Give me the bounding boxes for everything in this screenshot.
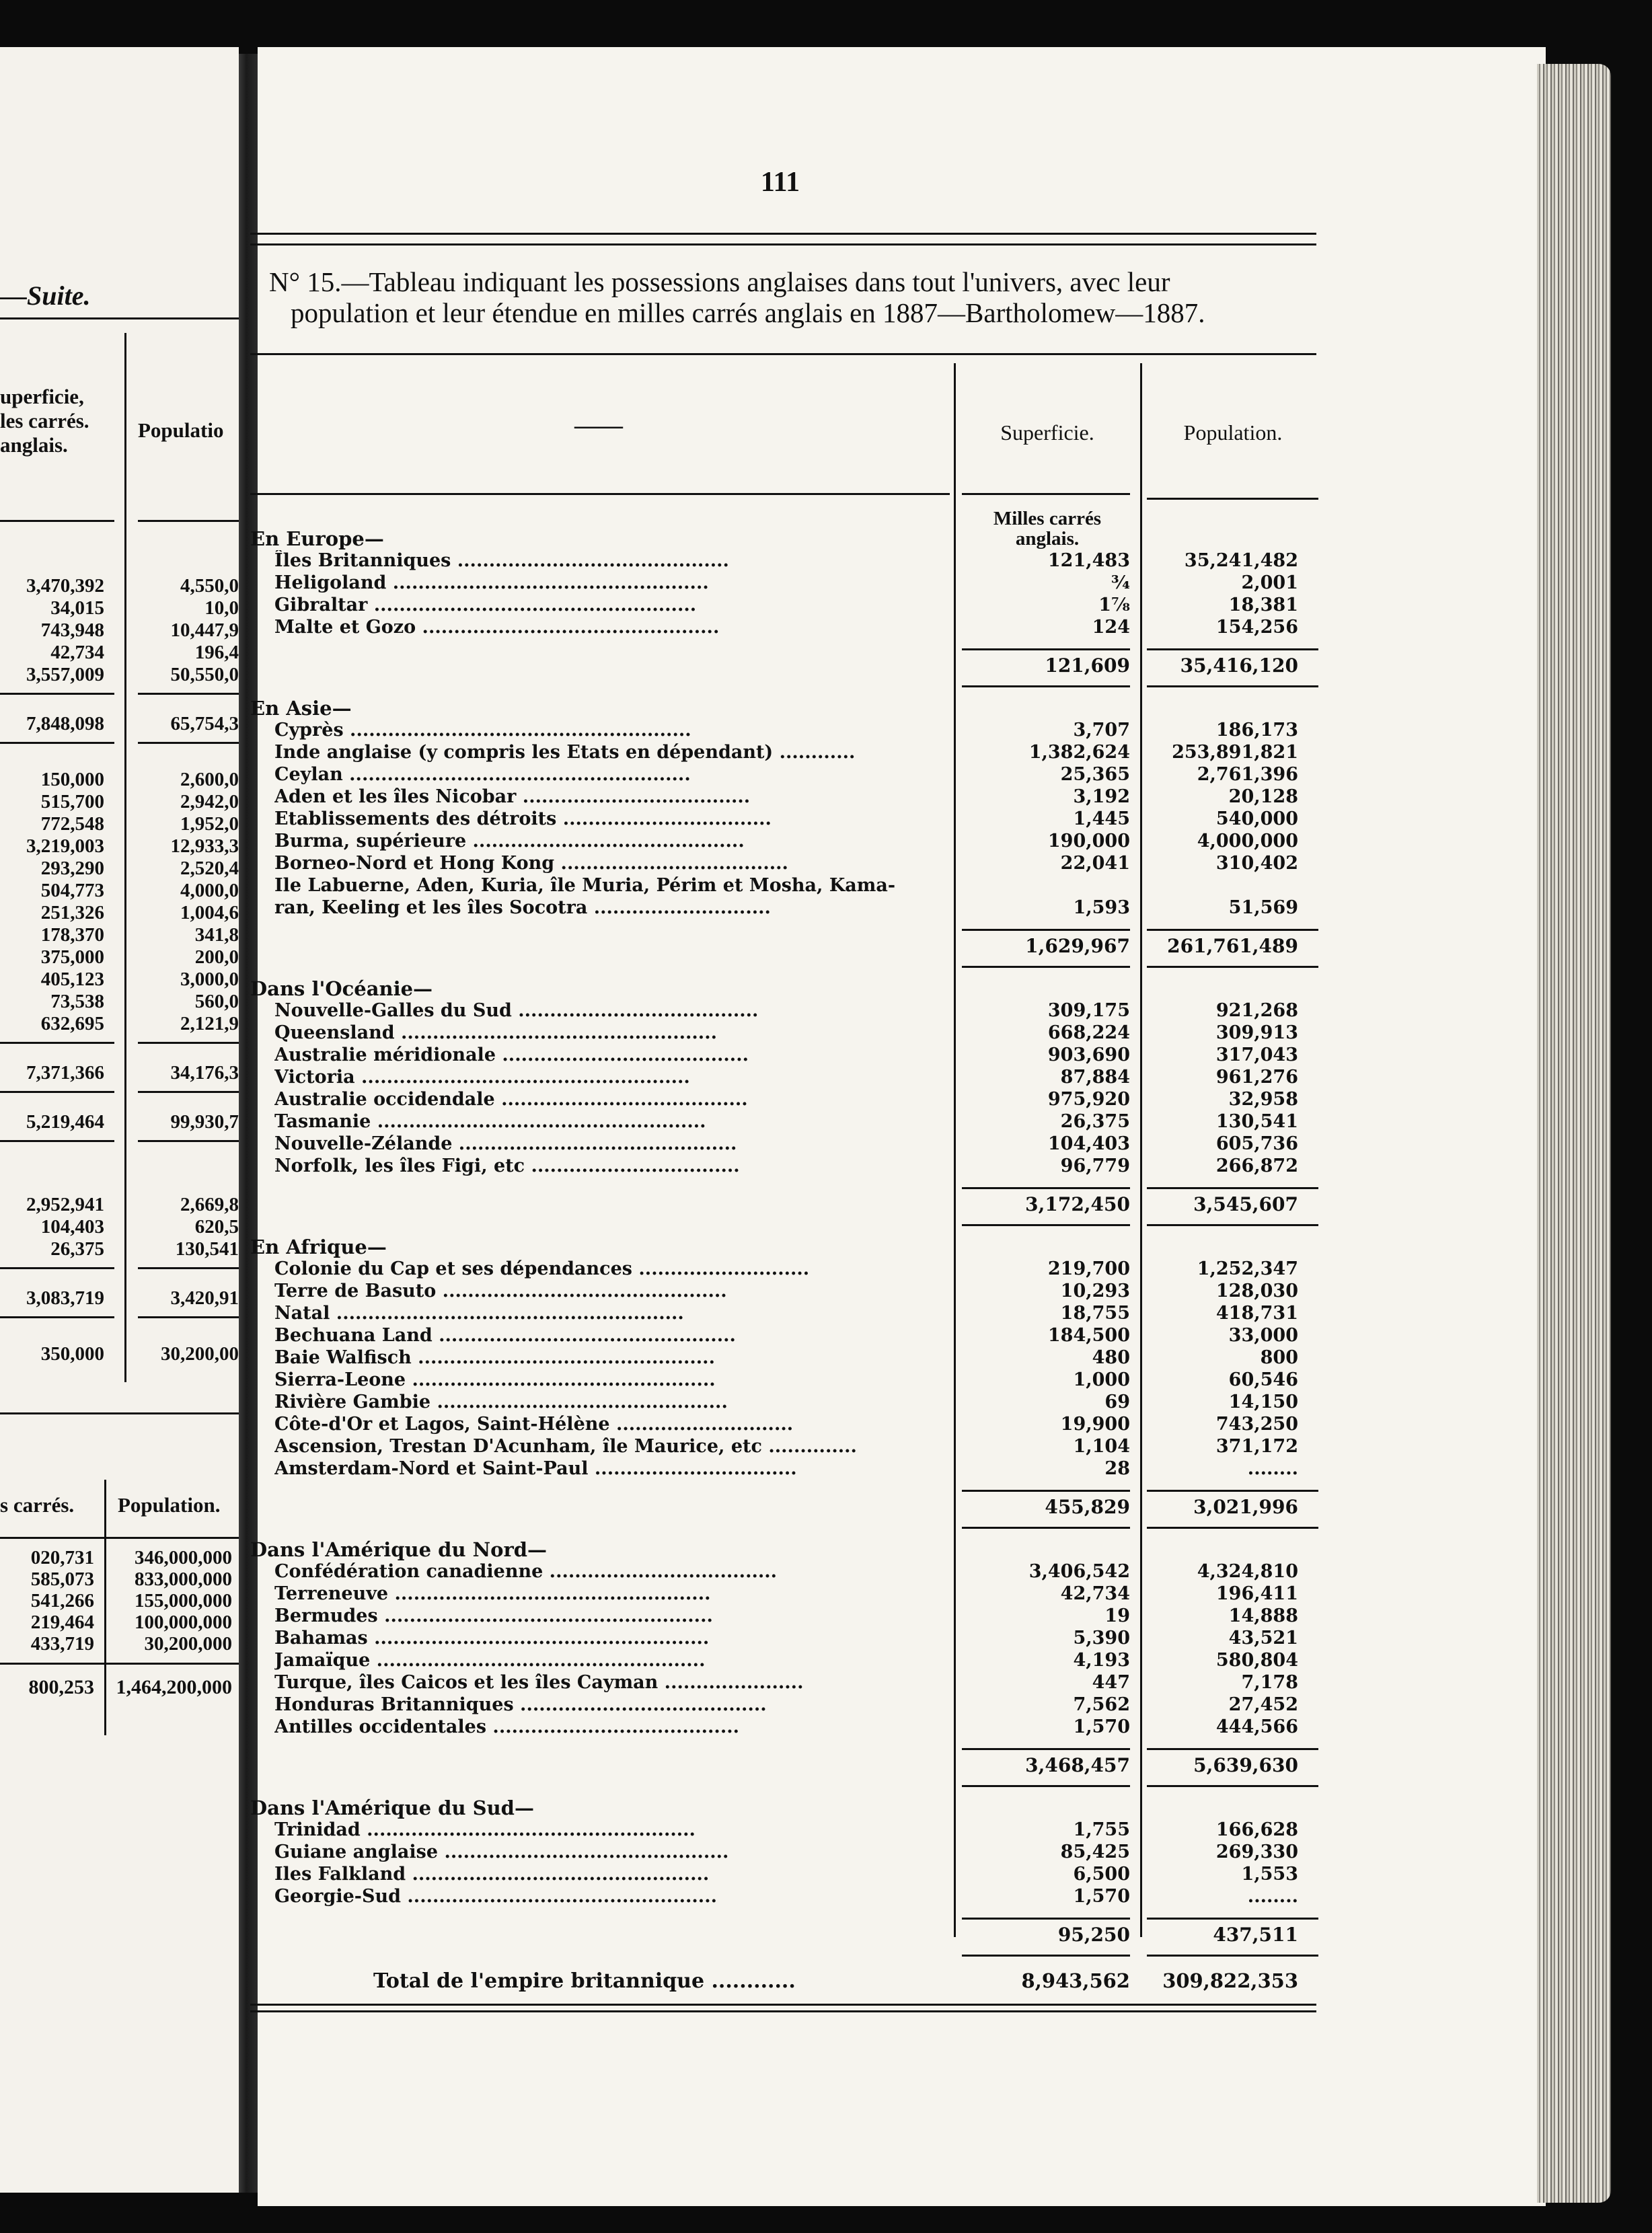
row-label: Côte-d'Or et Lagos, Saint-Hélène ............................ <box>274 1414 794 1435</box>
left-superficie-value: 73,538 <box>50 991 104 1012</box>
table-title: N° 15.—Tableau indiquant les possessions anglaises dans tout l'univers, avec leur <box>269 266 1170 297</box>
header-population: Population. <box>1183 420 1283 445</box>
row-population: 60,546 <box>1228 1369 1298 1390</box>
row-population: 605,736 <box>1215 1133 1298 1154</box>
row-label: Natal ....................................................... <box>274 1303 684 1324</box>
row-label: Rivière Gambie .............................................. <box>274 1392 728 1412</box>
left-population-value: 2,600,0 <box>180 769 239 790</box>
column-rule-superficie <box>954 363 956 1937</box>
row-population: 27,452 <box>1228 1694 1298 1715</box>
row-population: 540,000 <box>1215 808 1298 829</box>
left-header-rule <box>0 317 239 319</box>
row-label: Terre de Basuto ............................................. <box>274 1281 727 1301</box>
left-summary-value: 020,731 <box>30 1547 94 1568</box>
left-column-rule <box>124 333 126 1382</box>
row-population: 14,150 <box>1228 1392 1298 1412</box>
row-label: Nouvelle-Zélande ............................................ <box>274 1133 737 1154</box>
row-label: Bechuana Land ............................................... <box>274 1325 736 1346</box>
subtotal-rule <box>962 685 1130 687</box>
subtotal-superficie: 3,468,457 <box>1025 1754 1130 1776</box>
row-population: 310,402 <box>1215 853 1298 874</box>
row-label: Îles Britanniques ........................................... <box>274 550 729 571</box>
row-superficie: 309,175 <box>1047 1000 1130 1021</box>
unit-label: anglais. <box>1015 528 1080 550</box>
subtotal-rule <box>1147 929 1318 931</box>
row-superficie: 668,224 <box>1047 1022 1130 1043</box>
subtotal-rule <box>962 966 1130 968</box>
left-population-value: 1,004,6 <box>180 902 239 923</box>
left-rule <box>0 693 114 695</box>
left-population-value: 1,952,0 <box>180 813 239 835</box>
left-rule <box>138 742 239 744</box>
row-population: 371,172 <box>1215 1436 1298 1457</box>
row-population: 4,000,000 <box>1197 831 1298 851</box>
left-summary-total: 800,253 <box>28 1676 94 1698</box>
total-label: Total de l'empire britannique ............ <box>373 1969 796 1993</box>
left-population-value: 196,4 <box>194 642 239 663</box>
left-rule <box>0 1091 114 1093</box>
left-summary-value: 833,000,000 <box>135 1568 232 1590</box>
title-top-rule <box>250 243 1316 245</box>
row-label: Baie Walfisch ............................................... <box>274 1347 715 1368</box>
section-heading: En Asie— <box>250 697 352 720</box>
header-top-rule <box>250 353 1316 355</box>
row-superficie: 1,570 <box>1073 1886 1130 1907</box>
left-rule <box>138 1140 239 1142</box>
row-superficie: 69 <box>1104 1392 1130 1412</box>
left-superficie-value: 2,952,941 <box>26 1194 104 1215</box>
left-superficie-value: 34,015 <box>50 597 104 619</box>
left-summary-header: s carrés. <box>0 1493 75 1517</box>
left-superficie-value: 3,219,003 <box>26 835 104 857</box>
left-summary-value: 585,073 <box>30 1568 94 1590</box>
row-population: 418,731 <box>1215 1303 1298 1324</box>
subtotal-population: 5,639,630 <box>1193 1754 1298 1776</box>
row-superficie: 190,000 <box>1047 831 1130 851</box>
row-label: Iles Falkland ............................................... <box>274 1864 710 1885</box>
left-population-value: 50,550,0 <box>170 664 239 685</box>
left-superficie-value: 515,700 <box>40 791 104 812</box>
row-label: Jamaïque .................................................... <box>274 1650 706 1671</box>
left-rule <box>138 1042 239 1044</box>
subtotal-rule <box>1147 1955 1318 1957</box>
row-label: Queensland .................................................. <box>274 1022 717 1043</box>
left-population-value: 3,420,91 <box>170 1287 239 1309</box>
left-population-value: 10,0 <box>204 597 239 619</box>
left-superficie-value: 293,290 <box>40 858 104 879</box>
subtotal-population: 35,416,120 <box>1180 654 1298 677</box>
left-col1-header: anglais. <box>0 433 68 457</box>
row-superficie: 903,690 <box>1047 1045 1130 1065</box>
row-population: 1,252,347 <box>1197 1258 1298 1279</box>
column-rule-population <box>1140 363 1142 1937</box>
row-label: Georgie-Sud ................................................. <box>274 1886 717 1907</box>
row-superficie: 18,755 <box>1060 1303 1130 1324</box>
row-population: 317,043 <box>1215 1045 1298 1065</box>
subtotal-rule <box>962 1955 1130 1957</box>
row-label: Terreneuve .................................................. <box>274 1583 711 1604</box>
row-superficie: 87,884 <box>1060 1067 1130 1088</box>
subtotal-rule <box>1147 1527 1318 1529</box>
row-population: 269,330 <box>1215 1842 1298 1862</box>
row-label: Malte et Gozo ............................................... <box>274 617 720 638</box>
subtotal-rule <box>962 1748 1130 1750</box>
header-dash: —— <box>574 412 623 439</box>
row-label: Victoria .................................................... <box>274 1067 690 1088</box>
row-superficie: 6,500 <box>1073 1864 1130 1885</box>
left-superficie-value: 405,123 <box>40 969 104 990</box>
row-label: Bermudes .................................................... <box>274 1605 713 1626</box>
row-label: Norfolk, les îles Figi, etc ................................. <box>274 1156 740 1176</box>
row-population: 921,268 <box>1215 1000 1298 1021</box>
row-superficie: 28 <box>1104 1458 1130 1479</box>
row-superficie: 184,500 <box>1047 1325 1130 1346</box>
left-superficie-value: 3,470,392 <box>26 575 104 597</box>
row-label: Australie méridionale ....................................... <box>274 1045 749 1065</box>
row-population: 309,913 <box>1215 1022 1298 1043</box>
subtotal-population: 3,021,996 <box>1193 1496 1298 1518</box>
left-rule <box>0 742 114 744</box>
row-population: 444,566 <box>1215 1716 1298 1737</box>
left-rule <box>138 693 239 695</box>
table-title: population et leur étendue en milles carrés anglais en 1887—Bartholomew—1887. <box>291 297 1205 328</box>
section-heading: En Afrique— <box>250 1236 387 1258</box>
row-superficie: 975,920 <box>1047 1089 1130 1110</box>
row-superficie: 1⅞ <box>1098 595 1130 615</box>
row-population: 130,541 <box>1215 1111 1298 1132</box>
row-population: 2,761,396 <box>1197 764 1298 785</box>
row-label: Burma, supérieure ........................................... <box>274 831 745 851</box>
left-summary-value: 541,266 <box>30 1590 94 1612</box>
row-superficie: 1,593 <box>1073 897 1130 918</box>
row-population: 51,569 <box>1228 897 1298 918</box>
header-superficie: Superficie. <box>1000 420 1094 445</box>
row-label: Ceylan ...................................................... <box>274 764 691 785</box>
left-rule <box>138 1267 239 1269</box>
section-heading: Dans l'Amérique du Nord— <box>250 1538 548 1561</box>
row-label: Borneo-Nord et Hong Kong .................................... <box>274 853 788 874</box>
section-heading: Dans l'Océanie— <box>250 977 433 1000</box>
book-spine <box>239 54 258 2193</box>
left-population-value: 560,0 <box>194 991 239 1012</box>
left-summary-value: 100,000,000 <box>135 1612 232 1633</box>
left-superficie-value: 632,695 <box>40 1013 104 1034</box>
row-label: Cyprès ...................................................... <box>274 720 691 741</box>
row-population: 166,628 <box>1215 1819 1298 1840</box>
row-label: Nouvelle-Galles du Sud ...................................... <box>274 1000 759 1021</box>
row-superficie: 121,483 <box>1047 550 1130 571</box>
section-heading: En Europe— <box>250 527 384 550</box>
row-label: Antilles occidentales ....................................... <box>274 1716 740 1737</box>
left-population-value: 2,669,8 <box>180 1194 239 1215</box>
row-population: 32,958 <box>1228 1089 1298 1110</box>
row-superficie: 1,000 <box>1073 1369 1130 1390</box>
left-population-value: 10,447,9 <box>170 619 239 641</box>
row-population: 196,411 <box>1215 1583 1298 1604</box>
left-superficie-value: 504,773 <box>40 880 104 901</box>
row-population: 266,872 <box>1215 1156 1298 1176</box>
row-population: 33,000 <box>1228 1325 1298 1346</box>
row-population: ........ <box>1247 1458 1298 1479</box>
subtotal-rule <box>1147 648 1318 650</box>
row-label: Aden et les îles Nicobar .................................... <box>274 786 751 807</box>
row-population: 253,891,821 <box>1172 742 1298 763</box>
left-superficie-value: 375,000 <box>40 946 104 968</box>
row-superficie: 96,779 <box>1060 1156 1130 1176</box>
left-col1-header: uperficie, <box>0 385 84 408</box>
left-population-value: 2,942,0 <box>180 791 239 812</box>
left-rule <box>0 1042 114 1044</box>
left-population-value: 12,933,3 <box>170 835 239 857</box>
left-superficie-value: 7,848,098 <box>26 713 104 734</box>
subtotal-superficie: 95,250 <box>1057 1924 1130 1946</box>
row-superficie: 219,700 <box>1047 1258 1130 1279</box>
subtotal-population: 437,511 <box>1213 1924 1298 1946</box>
row-population: ........ <box>1247 1886 1298 1907</box>
subtotal-rule <box>962 1785 1130 1787</box>
row-label: Colonie du Cap et ses dépendances ........................... <box>274 1258 810 1279</box>
left-superficie-value: 178,370 <box>40 924 104 946</box>
left-rule <box>0 1140 114 1142</box>
subtotal-rule <box>1147 1918 1318 1920</box>
row-population: 20,128 <box>1228 786 1298 807</box>
left-superficie-value: 772,548 <box>40 813 104 835</box>
left-rule <box>138 520 239 522</box>
subtotal-rule <box>1147 1187 1318 1189</box>
table-bottom-rule <box>250 2010 1316 2012</box>
left-summary-rule <box>0 1663 239 1665</box>
left-summary-value: 30,200,000 <box>144 1633 232 1655</box>
row-label: Ascension, Trestan D'Acunham, île Maurice, etc .............. <box>274 1436 857 1457</box>
left-rule <box>138 1091 239 1093</box>
row-superficie: 22,041 <box>1060 853 1130 874</box>
left-population-value: 30,200,00 <box>161 1343 239 1365</box>
subtotal-superficie: 3,172,450 <box>1025 1193 1130 1215</box>
left-summary-column-rule <box>104 1480 106 1735</box>
row-label: Heligoland .................................................. <box>274 572 709 593</box>
left-superficie-value: 3,557,009 <box>26 664 104 685</box>
left-population-value: 65,754,3 <box>170 713 239 734</box>
subtotal-superficie: 121,609 <box>1045 654 1130 677</box>
row-label: Etablissements des détroits ................................. <box>274 808 772 829</box>
left-rule <box>138 1316 239 1318</box>
row-superficie: 19 <box>1104 1605 1130 1626</box>
total-population: 309,822,353 <box>1162 1969 1298 1992</box>
row-population: 18,381 <box>1228 595 1298 615</box>
page-number: 111 <box>760 167 800 198</box>
row-label: Turque, îles Caicos et les îles Cayman ...................... <box>274 1672 804 1693</box>
row-population: 961,276 <box>1215 1067 1298 1088</box>
row-superficie: 4,193 <box>1073 1650 1130 1671</box>
left-summary-value: 219,464 <box>30 1612 94 1633</box>
row-label: Amsterdam-Nord et Saint-Paul ................................ <box>274 1458 797 1479</box>
row-population: 4,324,810 <box>1197 1561 1298 1582</box>
left-population-value: 99,930,7 <box>170 1111 239 1133</box>
subtotal-rule <box>1147 1748 1318 1750</box>
header-bottom-rule <box>250 493 950 495</box>
row-population: 128,030 <box>1215 1281 1298 1301</box>
left-superficie-value: 26,375 <box>50 1238 104 1260</box>
subtotal-rule <box>1147 1785 1318 1787</box>
row-label: Inde anglaise (y compris les Etats en dépendant) ............ <box>274 742 856 763</box>
row-label: Confédération canadienne .................................... <box>274 1561 778 1582</box>
left-summary-header: Population. <box>118 1493 221 1517</box>
subtotal-superficie: 1,629,967 <box>1025 935 1130 957</box>
subtotal-superficie: 455,829 <box>1045 1496 1130 1518</box>
header-bottom-rule <box>1147 498 1318 500</box>
left-superficie-value: 104,403 <box>40 1216 104 1238</box>
row-superficie: 104,403 <box>1047 1133 1130 1154</box>
left-col2-header: Populatio <box>138 418 224 442</box>
left-rule <box>0 1267 114 1269</box>
left-superficie-value: 5,219,464 <box>26 1111 104 1133</box>
subtotal-rule <box>962 648 1130 650</box>
row-population: 43,521 <box>1228 1628 1298 1649</box>
row-superficie: 3,192 <box>1073 786 1130 807</box>
row-superficie: 1,755 <box>1073 1819 1130 1840</box>
row-population: 1,553 <box>1241 1864 1298 1885</box>
subtotal-rule <box>1147 685 1318 687</box>
left-population-value: 130,541 <box>175 1238 239 1260</box>
section-heading: Dans l'Amérique du Sud— <box>250 1796 534 1819</box>
header-bottom-rule <box>962 493 1130 495</box>
row-superficie: ¾ <box>1111 572 1130 593</box>
row-population: 14,888 <box>1228 1605 1298 1626</box>
left-population-value: 34,176,3 <box>170 1062 239 1084</box>
subtotal-rule <box>962 929 1130 931</box>
row-population: 186,173 <box>1215 720 1298 741</box>
left-population-value: 4,550,0 <box>180 575 239 597</box>
total-superficie: 8,943,562 <box>1021 1969 1130 1992</box>
left-rule-separator <box>0 1412 239 1414</box>
left-superficie-value: 251,326 <box>40 902 104 923</box>
left-population-value: 620,5 <box>194 1216 239 1238</box>
row-superficie: 1,445 <box>1073 808 1130 829</box>
row-label: ran, Keeling et les îles Socotra ............................ <box>274 897 771 918</box>
left-suite-label: —Suite. <box>0 280 91 311</box>
left-population-value: 2,121,9 <box>180 1013 239 1034</box>
subtotal-rule <box>962 1527 1130 1529</box>
left-summary-value: 346,000,000 <box>135 1547 232 1568</box>
row-label: Ile Labuerne, Aden, Kuria, île Muria, Périm et Mosha, Kama- <box>274 875 896 896</box>
row-label: Sierra-Leone ................................................ <box>274 1369 716 1390</box>
left-population-value: 341,8 <box>194 924 239 946</box>
row-label: Honduras Britanniques ....................................... <box>274 1694 767 1715</box>
row-superficie: 26,375 <box>1060 1111 1130 1132</box>
subtotal-rule <box>962 1187 1130 1189</box>
left-population-value: 3,000,0 <box>180 969 239 990</box>
subtotal-rule <box>962 1918 1130 1920</box>
left-population-value: 2,520,4 <box>180 858 239 879</box>
left-superficie-value: 7,371,366 <box>26 1062 104 1084</box>
left-superficie-value: 350,000 <box>40 1343 104 1365</box>
subtotal-rule <box>1147 966 1318 968</box>
row-superficie: 85,425 <box>1060 1842 1130 1862</box>
left-superficie-value: 42,734 <box>50 642 104 663</box>
left-summary-total: 1,464,200,000 <box>116 1676 232 1698</box>
row-population: 2,001 <box>1241 572 1298 593</box>
page-edge <box>1537 64 1611 2203</box>
row-population: 35,241,482 <box>1184 550 1298 571</box>
row-superficie: 42,734 <box>1060 1583 1130 1604</box>
row-population: 580,804 <box>1215 1650 1298 1671</box>
row-superficie: 1,104 <box>1073 1436 1130 1457</box>
row-superficie: 3,707 <box>1073 720 1130 741</box>
row-superficie: 3,406,542 <box>1028 1561 1130 1582</box>
subtotal-rule <box>962 1490 1130 1492</box>
left-superficie-value: 743,948 <box>40 619 104 641</box>
row-population: 154,256 <box>1215 617 1298 638</box>
left-superficie-value: 3,083,719 <box>26 1287 104 1309</box>
left-population-value: 4,000,0 <box>180 880 239 901</box>
row-label: Bahamas ..................................................... <box>274 1628 710 1649</box>
row-superficie: 7,562 <box>1073 1694 1130 1715</box>
row-label: Gibraltar ................................................... <box>274 595 697 615</box>
row-label: Trinidad .................................................... <box>274 1819 696 1840</box>
subtotal-rule <box>1147 1224 1318 1226</box>
row-superficie: 447 <box>1092 1672 1130 1693</box>
table-bottom-rule <box>250 2004 1316 2006</box>
title-top-rule <box>250 233 1316 235</box>
row-population: 7,178 <box>1241 1672 1298 1693</box>
row-superficie: 124 <box>1092 617 1130 638</box>
row-superficie: 25,365 <box>1060 764 1130 785</box>
row-population: 743,250 <box>1215 1414 1298 1435</box>
row-superficie: 1,570 <box>1073 1716 1130 1737</box>
left-rule <box>0 520 114 522</box>
row-label: Australie occidendale ....................................... <box>274 1089 748 1110</box>
left-superficie-value: 150,000 <box>40 769 104 790</box>
row-superficie: 10,293 <box>1060 1281 1130 1301</box>
row-superficie: 480 <box>1092 1347 1130 1368</box>
left-population-value: 200,0 <box>194 946 239 968</box>
row-population: 800 <box>1260 1347 1298 1368</box>
row-superficie: 1,382,624 <box>1028 742 1130 763</box>
row-superficie: 5,390 <box>1073 1628 1130 1649</box>
row-label: Guiane anglaise ............................................. <box>274 1842 729 1862</box>
left-rule <box>0 1316 114 1318</box>
row-label: Tasmanie .................................................... <box>274 1111 706 1132</box>
left-summary-value: 155,000,000 <box>135 1590 232 1612</box>
subtotal-population: 3,545,607 <box>1193 1193 1298 1215</box>
row-superficie: 19,900 <box>1060 1414 1130 1435</box>
subtotal-rule <box>1147 1490 1318 1492</box>
left-summary-rule <box>0 1537 239 1539</box>
unit-label: Milles carrés <box>993 508 1102 529</box>
left-summary-value: 433,719 <box>30 1633 94 1655</box>
left-col1-header: les carrés. <box>0 409 89 432</box>
subtotal-rule <box>962 1224 1130 1226</box>
subtotal-population: 261,761,489 <box>1167 935 1298 957</box>
